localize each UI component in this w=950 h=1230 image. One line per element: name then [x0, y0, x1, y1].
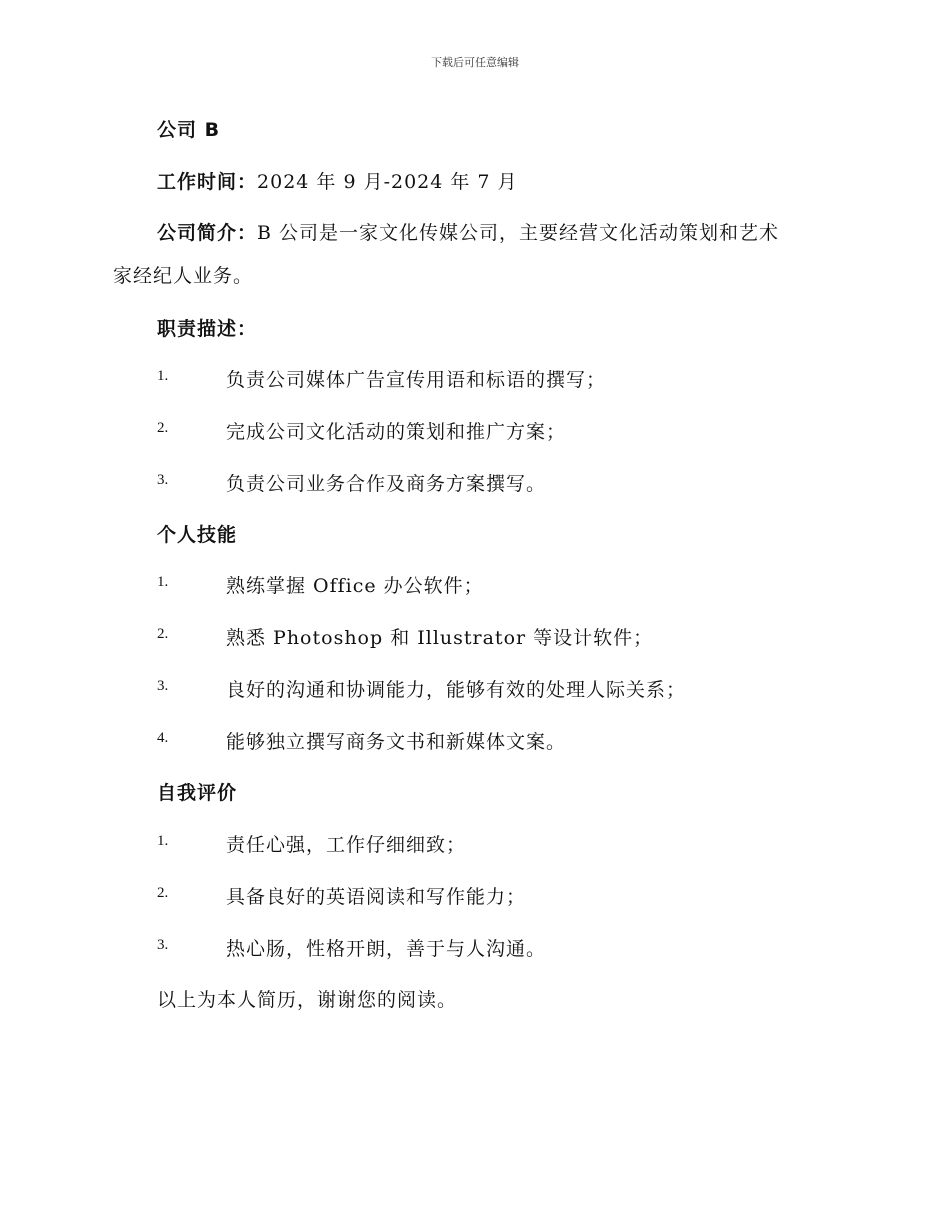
duty-number: 1.	[157, 368, 169, 384]
page-header: 下载后可任意编辑	[431, 56, 519, 69]
skill-number: 3.	[157, 678, 169, 694]
self-eval-number: 1.	[157, 833, 169, 849]
closing-text: 以上为本人简历，谢谢您的阅读。	[157, 989, 458, 1011]
skill-number: 2.	[157, 626, 169, 642]
company-intro-line1: B 公司是一家文化传媒公司，主要经营文化活动策划和艺术	[257, 222, 780, 244]
skill-item: 良好的沟通和协调能力，能够有效的处理人际关系；	[226, 679, 687, 701]
duty-number: 2.	[157, 420, 169, 436]
skill-item: 能够独立撰写商务文书和新媒体文案。	[226, 731, 567, 753]
company-intro-line2: 家经纪人业务。	[113, 265, 254, 287]
company-name: 公司 B	[157, 119, 221, 141]
duty-item: 完成公司文化活动的策划和推广方案；	[226, 421, 567, 443]
company-intro	[157, 218, 779, 245]
duties-title: 职责描述：	[157, 318, 258, 340]
work-time-label: 工作时间：	[157, 171, 258, 193]
self-eval-item: 具备良好的英语阅读和写作能力；	[226, 886, 527, 908]
self-eval-number: 2.	[157, 885, 169, 901]
self-eval-item: 热心肠，性格开朗，善于与人沟通。	[226, 938, 547, 960]
duty-item: 负责公司媒体广告宣传用语和标语的撰写；	[226, 369, 607, 391]
self-eval-item: 责任心强，工作仔细细致；	[226, 834, 467, 856]
work-time-value: 2024 年 9 月-2024 年 7 月	[257, 171, 518, 193]
self-eval-number: 3.	[157, 937, 169, 953]
skill-item: 熟练掌握 Office 办公软件；	[226, 575, 484, 597]
self-eval-title: 自我评价	[157, 782, 238, 804]
company-intro-label: 公司简介：	[157, 222, 258, 244]
skills-title: 个人技能	[157, 524, 238, 546]
skill-number: 1.	[157, 574, 169, 590]
skill-item: 熟悉 Photoshop 和 Illustrator 等设计软件；	[226, 627, 654, 649]
skill-number: 4.	[157, 730, 169, 746]
duty-number: 3.	[157, 472, 169, 488]
work-time	[157, 167, 518, 194]
duty-item: 负责公司业务合作及商务方案撰写。	[226, 473, 547, 495]
